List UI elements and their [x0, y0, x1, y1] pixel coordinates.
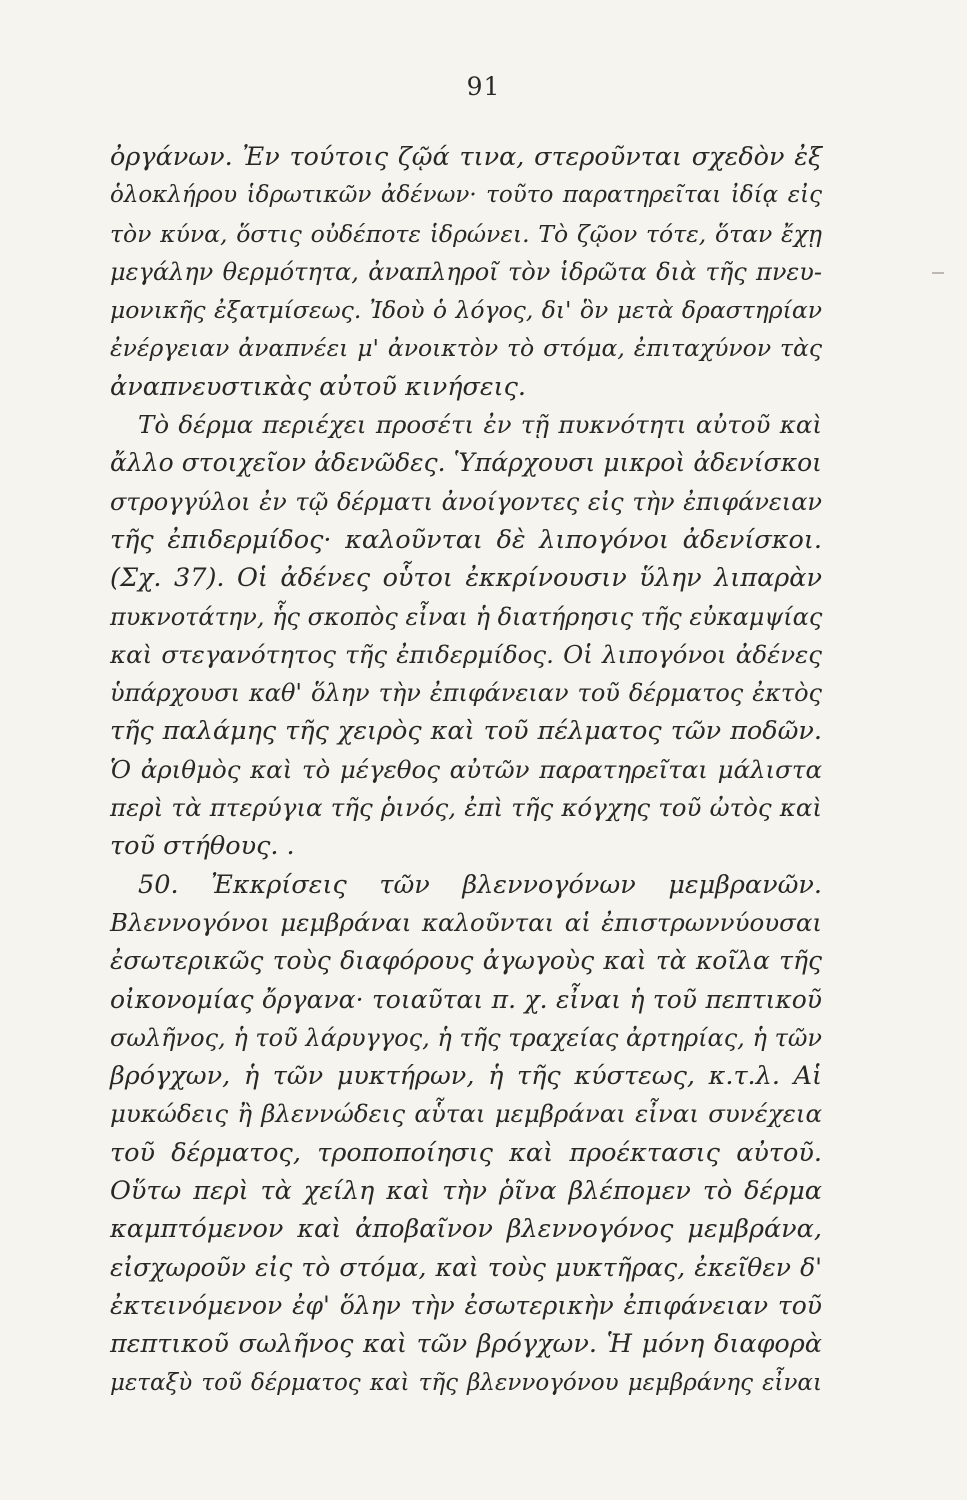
text-line: Τὸ δέρμα περιέχει προσέτι ἐν τῇ πυκνότητι αὐτοῦ καὶ [138, 410, 822, 440]
text-line: Ὁ ἀριθμὸς καὶ τὸ μέγεθος αὐτῶν παρατηρεῖται μάλιστα [110, 754, 822, 784]
text-line: ἄλλο στοιχεῖον ἀδενῶδες. Ὑπάρχουσι μικροὶ ἀδενίσκοι [110, 448, 822, 478]
text-line: περὶ τὰ πτερύγια τῆς ῥινός, ἐπὶ τῆς κόγχης τοῦ ὠτὸς καὶ [110, 793, 822, 823]
text-line: τοῦ στήθους. . [110, 831, 295, 862]
text-line: τῆς παλάμης τῆς χειρὸς καὶ τοῦ πέλματος τῶν ποδῶν. [110, 716, 822, 747]
text-line: εἰσχωροῦν εἰς τὸ στόμα, καὶ τοὺς μυκτῆρας, ἐκεῖθεν δ' [110, 1252, 822, 1282]
text-line: μεγάλην θερμότητα, ἀναπληροῖ τὸν ἱδρῶτα διὰ τῆς πνευ- [110, 257, 822, 286]
text-line: ὑπάρχουσι καθ' ὅλην τὴν ἐπιφάνειαν τοῦ δέρματος ἐκτὸς [110, 679, 822, 708]
text-line: σωλῆνος, ἡ τοῦ λάρυγγος, ἡ τῆς τραχείας ἀρτηρίας, ἡ τῶν [110, 1023, 822, 1052]
section-heading: 50. Ἐκκρίσεις τῶν βλεννογόνων μεμβρανῶν. [138, 869, 822, 900]
text-line: ἐσωτερικῶς τοὺς διαφόρους ἀγωγοὺς καὶ τὰ κοῖλα τῆς [110, 946, 822, 976]
text-line: ἐνέργειαν ἀναπνέει μ' ἀνοικτὸν τὸ στόμα, ἐπιταχύνον τὰς [110, 334, 822, 363]
text-line: Βλεννογόνοι μεμβράναι καλοῦνται αἱ ἐπιστρωννύουσαι [110, 907, 822, 937]
text-line: Οὕτω περὶ τὰ χείλη καὶ τὴν ῥῖνα βλέπομεν τὸ δέρμα [110, 1176, 822, 1207]
text-line: τοῦ δέρματος, τροποποίησις καὶ προέκτασις αὐτοῦ. [110, 1137, 822, 1168]
text-line: μονικῆς ἐξατμίσεως. Ἰδοὺ ὁ λόγος, δι' ὃν μετὰ δραστηρίαν [110, 296, 822, 325]
text-line: στρογγύλοι ἐν τῷ δέρματι ἀνοίγοντες εἰς τὴν ἐπιφάνειαν [110, 487, 822, 516]
text-line: ἀναπνευστικὰς αὐτοῦ κινήσεις. [110, 371, 526, 402]
text-line: ἐκτεινόμενον ἐφ' ὅλην τὴν ἐσωτερικὴν ἐπιφάνειαν τοῦ [110, 1290, 822, 1320]
text-line: ὀργάνων. Ἐν τούτοις ζῷά τινα, στεροῦνται σχεδὸν ἐξ [110, 142, 822, 172]
text-line: πεπτικοῦ σωλῆνος καὶ τῶν βρόγχων. Ἡ μόνη διαφορὰ [110, 1329, 822, 1360]
text-line: ὁλοκλήρου ἱδρωτικῶν ἀδένων· τοῦτο παρατηρεῖται ἰδίᾳ εἰς [110, 182, 822, 209]
text-line: καὶ στεγανότητος τῆς ἐπιδερμίδος. Οἱ λιπογόνοι ἀδένες [110, 639, 822, 669]
page-number: 91 [466, 72, 501, 101]
text-line: (Σχ. 37). Οἱ ἀδένες οὗτοι ἐκκρίνουσιν ὕλην λιπαρὰν [110, 563, 822, 594]
text-line: καμπτόμενον καὶ ἀποβαῖνον βλεννογόνος μεμβράνα, [110, 1214, 822, 1245]
text-line: μεταξὺ τοῦ δέρματος καὶ τῆς βλεννογόνου μεμβράνης εἶναι [110, 1369, 822, 1396]
text-line: μυκώδεις ἢ βλεννώδεις αὗται μεμβράναι εἶναι συνέχεια [110, 1099, 822, 1129]
text-line: τὸν κύνα, ὅστις οὐδέποτε ἱδρώνει. Τὸ ζῷον τότε, ὅταν ἔχῃ [110, 219, 822, 248]
margin-hyphen-mark [932, 272, 944, 274]
text-line: βρόγχων, ἡ τῶν μυκτήρων, ἡ τῆς κύστεως, κ.τ.λ. Αἱ [110, 1061, 822, 1092]
text-line: οἰκονομίας ὄργανα· τοιαῦται π. χ. εἶναι ἡ τοῦ πεπτικοῦ [110, 984, 822, 1014]
body-text [110, 138, 822, 1402]
text-line: πυκνοτάτην, ἧς σκοπὸς εἶναι ἡ διατήρησις τῆς εὐκαμψίας [110, 602, 823, 631]
text-line: τῆς ἐπιδερμίδος· καλοῦνται δὲ λιπογόνοι ἀδενίσκοι. [110, 524, 822, 555]
